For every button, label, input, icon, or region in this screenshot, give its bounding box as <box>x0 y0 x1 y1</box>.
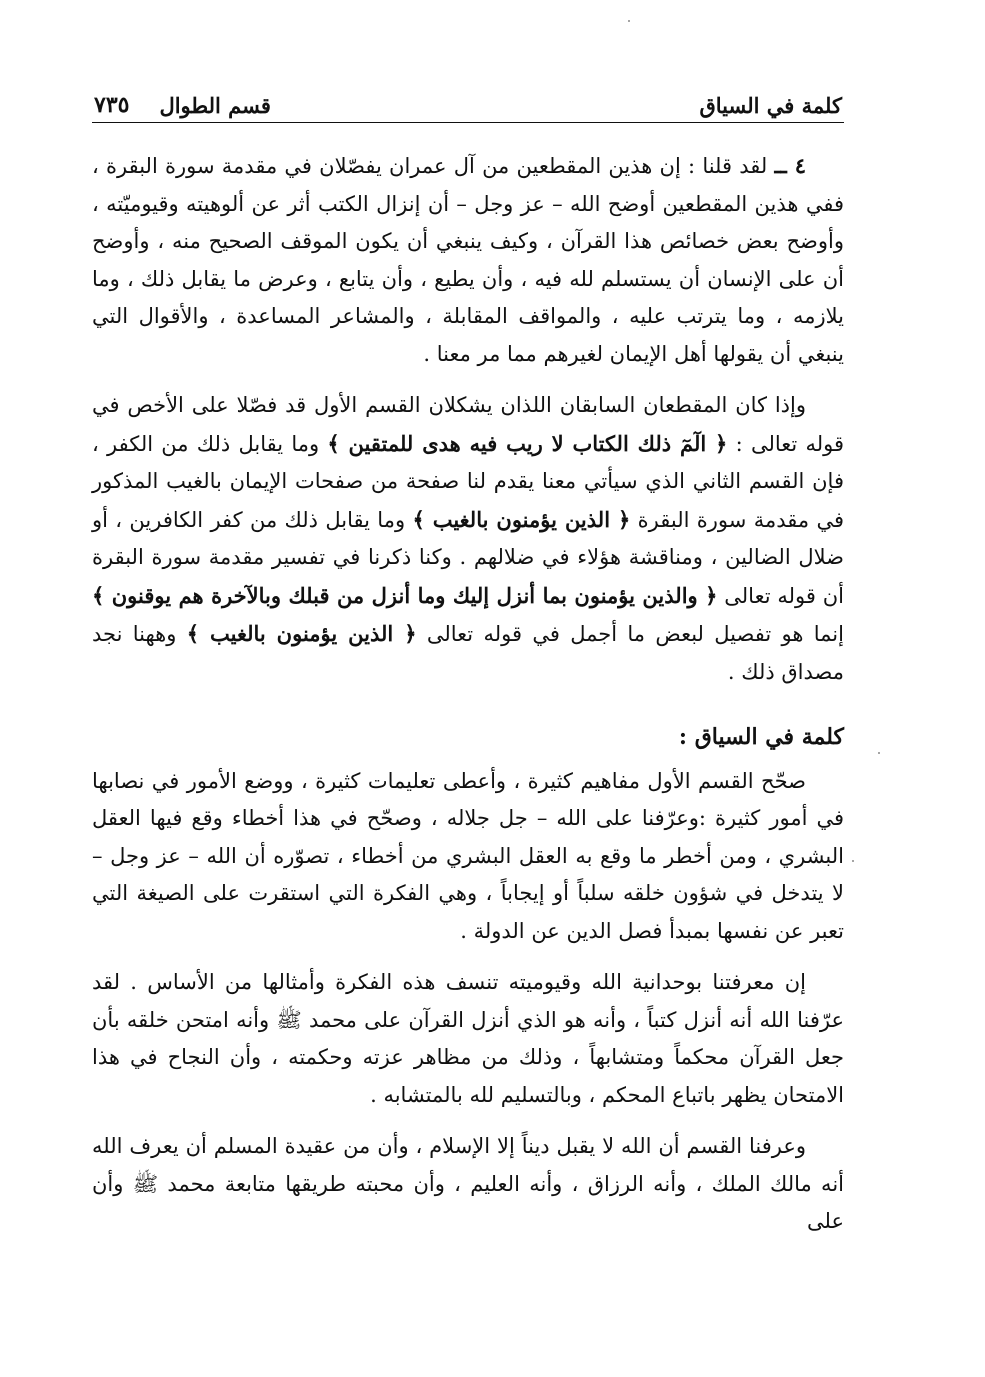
section-heading: كلمة في السياق : <box>678 724 844 750</box>
text-segment: وإذا كان المقطعان السابقان اللذان يشكلان القسم الأول قد فصّلا على الأخص في قوله تعالى : <box>92 393 844 456</box>
paragraph-context-1: صحّح القسم الأول مفاهيم كثيرة ، وأعطى تعليمات كثيرة ، ووضع الأمور في نصابها في أمور كثيرة :وعرّفنا على الله – جل جلاله ، وصحّح في هذا أخطاء وقع فيها العقل البشري ، ومن أخطر ما وقع به العقل البشري من أخطاء ، تصوّره أن الله – عز وجل – لا يتدخل في شؤون خلقه سلباً أو إيجاباً ، وهي الفكرة التي استقرت على الصيغة التي تعبر عن نفسها بمبدأ فصل الدين عن الدولة . <box>92 768 844 943</box>
text-segment: وههنا نجد مصداق ذلك . <box>92 622 844 684</box>
page-header <box>92 80 844 123</box>
book-page <box>92 80 844 1255</box>
paragraph-number: ٤ ــ <box>774 153 806 178</box>
scan-speck <box>628 20 630 22</box>
text-segment: وما يقابل ذلك من الكفر ، فإن القسم الثاني الذي سيأتي معنا يقدم لنا صفحة من صفحات الإيمان بالغيب المذكور في مقدمة سورة البقرة <box>92 431 844 532</box>
paragraph-context-3: وعرفنا القسم أن الله لا يقبل ديناً إلا الإسلام ، وأن من عقيدة المسلم أن يعرف الله أنه مالك الملك ، وأنه الرزاق ، وأنه العليم ، وأن محبته طريقها متابعة محمد ﷺ وأن على <box>92 1134 844 1233</box>
paragraph-4 <box>92 147 844 373</box>
running-title: كلمة في السياق <box>699 93 842 118</box>
quran-verse: ﴿ الٓمٓ ذلك الكتاب لا ريب فيه هدى للمتقين ﴾ <box>327 430 728 456</box>
scan-speck <box>852 860 854 862</box>
paragraph-context-2: إن معرفتنا بوحدانية الله وقيوميته تنسف هذه الفكرة وأمثالها من الأساس . لقد عرّفنا الله أنه أنزل كتباً ، وأنه هو الذي أنزل القرآن على محمد ﷺ وأنه امتحن خلقه بأن جعل القرآن محكماً ومتشابهاً ، وذلك من مظاهر عزته وحكمته ، وأن النجاح في هذا الامتحان يظهر باتباع المحكم ، وبالتسليم لله بالمتشابه . <box>92 970 844 1107</box>
text-segment: إنما هو تفصيل لبعض ما أجمل في قوله تعالى <box>426 622 844 646</box>
page-body <box>92 147 844 1241</box>
paragraph-sections-link <box>92 387 844 691</box>
page-number: ٧٣٥ <box>94 92 130 118</box>
quran-verse: ﴿ الذين يؤمنون بالغيب ﴾ <box>186 621 417 646</box>
header-left-group <box>94 92 271 118</box>
section-title: قسم الطوال <box>159 93 271 118</box>
quran-verse: ﴿ الذين يؤمنون بالغيب ﴾ <box>412 506 631 532</box>
quran-verse: ﴿ والذين يؤمنون بما أنزل إليك وما أنزل من قبلك وبالآخرة هم يوقنون ﴾ <box>92 582 718 608</box>
text-segment: وما يقابل ذلك من كفر الكافرين ، أو ضلال الضالين ، ومناقشة هؤلاء في ضلالهم . وكنا ذكرنا في تفسير مقدمة سورة البقرة أن قوله تعالى <box>92 507 844 608</box>
paragraph-text: لقد قلنا : إن هذين المقطعين من آل عمران يفصّلان في مقدمة سورة البقرة ، ففي هذين المقطعين أوضح الله – عز وجل – أن إنزال الكتب أثر عن ألوهيته وقيوميّته ، وأوضح بعض خصائص هذا القرآن ، وكيف ينبغي أن يكون الموقف الصحيح منه ، وأوضح أن على الإنسان أن يستسلم لله فيه ، وأن يطيع ، وأن يتابع ، وعرض ما يقابل ذلك ، وما يلازمه ، وما يترتب عليه ، والمواقف المقابلة ، والمشاعر المساعدة ، والأقوال التي ينبغي أن يقولها أهل الإيمان لغيرهم مما مر معنا . <box>92 154 844 366</box>
scan-speck <box>878 752 880 754</box>
